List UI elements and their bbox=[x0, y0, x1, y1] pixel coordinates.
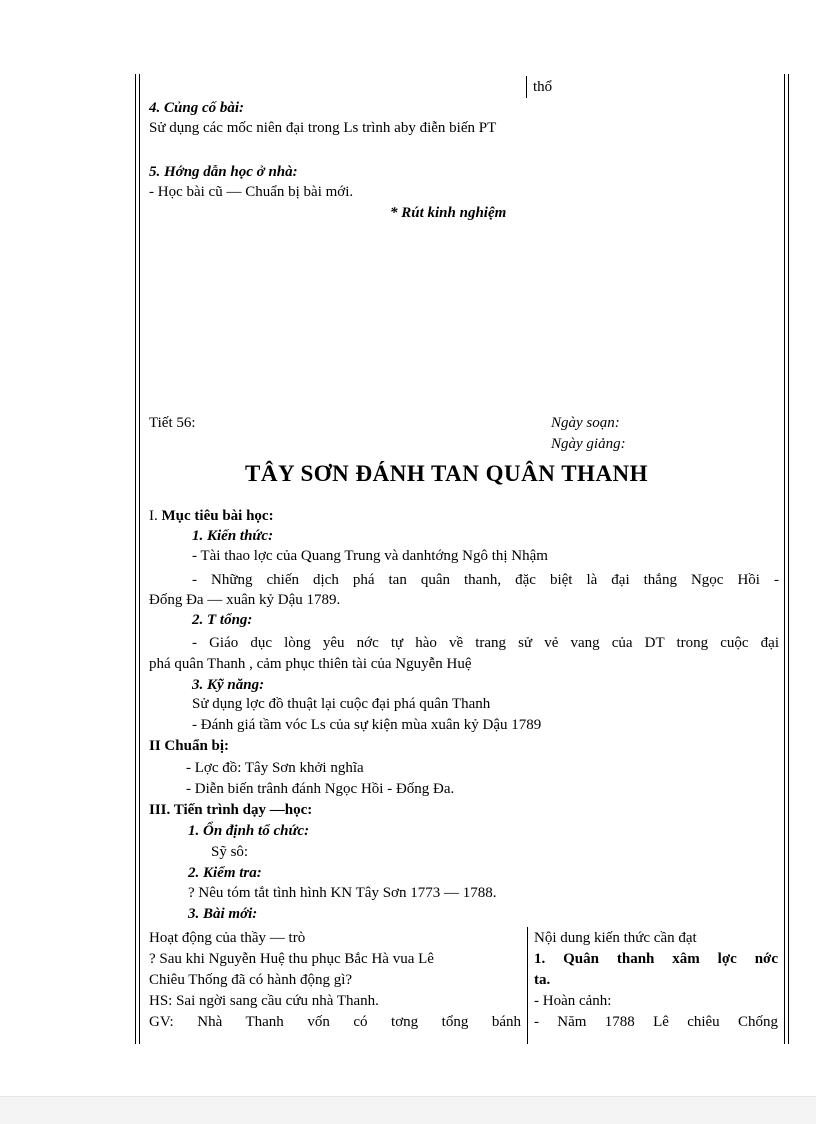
activity-right-header: Nội dung kiến thức cần đạt bbox=[534, 930, 697, 946]
activity-right-heading-1: 1. Quân thanh xâm lợc nớc bbox=[534, 951, 778, 967]
lesson-title: TÂY SƠN ĐÁNH TAN QUÂN THANH bbox=[245, 461, 649, 486]
review-heading: 4. Củng cố bài: bbox=[149, 100, 245, 116]
activity-left-line-2: Chiêu Thống đã có hành động gì? bbox=[149, 972, 353, 988]
procedure-heading: III. Tiến trình dạy —học: bbox=[149, 802, 313, 818]
activity-right-line-2: - Năm 1788 Lê chiêu Chống bbox=[534, 1014, 778, 1030]
activity-left-line-4: GV: Nhà Thanh vốn có tơng tổng bánh bbox=[149, 1014, 521, 1030]
right-border-inner bbox=[784, 74, 785, 1044]
experience-heading: * Rút kinh nghiệm bbox=[390, 205, 507, 221]
homework-text: - Học bài cũ — Chuẩn bị bài mới. bbox=[149, 184, 354, 200]
left-border-outer bbox=[135, 74, 136, 1044]
activity-left-line-1: ? Sau khi Nguyễn Huệ thu phục Bắc Hà vua Lê bbox=[149, 951, 434, 967]
knowledge-item-2a: - Những chiến dịch phá tan quân thanh, đặc biệt là đại thắng Ngọc Hồi - bbox=[192, 572, 779, 588]
preparation-item-1: - Lợc đồ: Tây Sơn khởi nghĩa bbox=[186, 760, 364, 776]
skill-item-2: - Đánh giá tầm vóc Ls của sự kiện mùa xuân kỷ Dậu 1789 bbox=[192, 717, 542, 733]
activity-left-line-3: HS: Sai ngời sang cầu cứu nhà Thanh. bbox=[149, 993, 379, 1009]
prep-date-label: Ngày soạn: bbox=[551, 415, 620, 431]
org-heading: 1. Ổn định tổ chức: bbox=[188, 823, 310, 839]
page-footer-band bbox=[0, 1096, 816, 1124]
thought-item-1b: phá quân Thanh , cảm phục thiên tài của Nguyễn Huệ bbox=[149, 656, 472, 672]
activity-right-heading-2: ta. bbox=[534, 972, 551, 988]
review-text: Sử dụng các mốc niên đại trong Ls trình aby điễn biến PT bbox=[149, 120, 497, 136]
thought-heading: 2. T tổng: bbox=[192, 612, 253, 628]
thought-item-1a: - Giáo dục lòng yêu nớc tự hào về trang sử vẻ vang của DT trong cuộc đại bbox=[192, 635, 779, 651]
objectives-heading-text: Mục tiêu bài học: bbox=[157, 508, 274, 524]
activity-right-line-1: - Hoàn cảnh: bbox=[534, 993, 612, 1009]
knowledge-item-1: - Tài thao lợc của Quang Trung và danhtớng Ngô thị Nhậm bbox=[192, 548, 548, 564]
new-lesson-heading: 3. Bài mới: bbox=[188, 906, 258, 922]
homework-heading: 5. Hớng dẫn học ở nhà: bbox=[149, 164, 298, 180]
top-table-divider bbox=[526, 76, 527, 98]
knowledge-heading: 1. Kiến thức: bbox=[192, 528, 274, 544]
objectives-heading-prefix: I. bbox=[149, 508, 158, 524]
knowledge-item-2b: Đống Đa — xuân kỷ Dậu 1789. bbox=[149, 592, 341, 608]
left-border-inner bbox=[139, 74, 140, 1044]
activity-left-header: Hoạt động của thầy — trò bbox=[149, 930, 306, 946]
check-text: ? Nêu tóm tắt tình hình KN Tây Sơn 1773 — 1788. bbox=[188, 885, 497, 901]
skill-heading: 3. Kỹ năng: bbox=[192, 677, 265, 693]
lesson-number: Tiết 56: bbox=[149, 415, 196, 431]
activity-table-divider bbox=[527, 927, 528, 1044]
preparation-heading: II Chuẩn bị: bbox=[149, 738, 230, 754]
top-cell-text: thổ bbox=[533, 79, 553, 95]
check-heading: 2. Kiểm tra: bbox=[188, 865, 262, 881]
right-border-outer bbox=[788, 74, 789, 1044]
skill-item-1: Sử dụng lợc đồ thuật lại cuộc đại phá quân Thanh bbox=[192, 696, 491, 712]
preparation-item-2: - Diễn biến trânh đánh Ngọc Hồi - Đống Đa. bbox=[186, 781, 455, 797]
objectives-heading bbox=[149, 507, 274, 525]
org-text: Sỹ sô: bbox=[211, 844, 249, 860]
teach-date-label: Ngày giảng: bbox=[551, 436, 626, 452]
